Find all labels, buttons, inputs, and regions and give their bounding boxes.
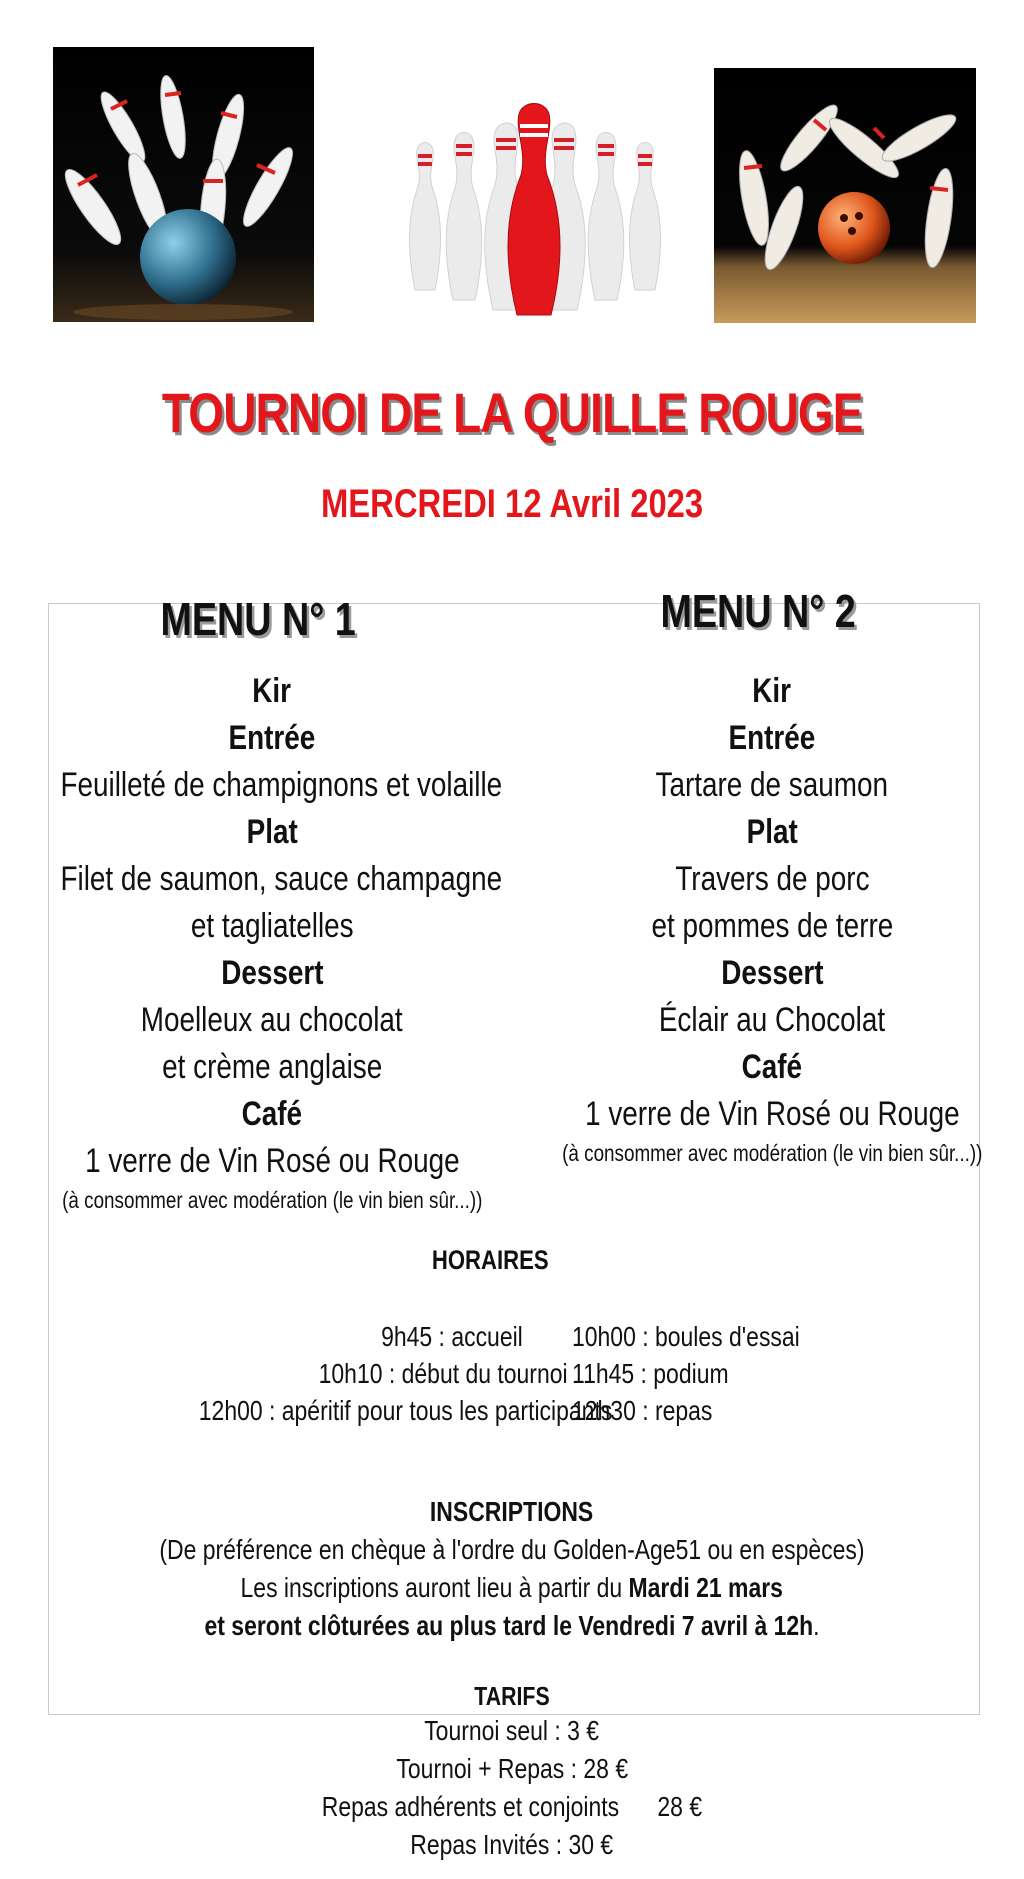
horaires-left [108, 1318, 613, 1429]
bowling-photo-center [385, 60, 685, 325]
horaire-row: 12h30 : repas [572, 1395, 713, 1426]
bowling-photo-right [714, 68, 976, 323]
horaire-row: 12h00 : apéritif pour tous les participants [198, 1395, 613, 1426]
menu-2-dessert-line1: Éclair au Chocolat [658, 1001, 886, 1039]
menu-1-title: MENU N° 1 [160, 593, 356, 645]
horaire-row: 9h45 : accueil [381, 1321, 523, 1352]
menu-1-kir: Kir [252, 672, 292, 710]
menu-2-dessert-label: Dessert [720, 954, 824, 992]
menu-2-wine: 1 verre de Vin Rosé ou Rouge [584, 1095, 960, 1133]
menu-2-entree-label: Entrée [728, 719, 816, 757]
inscriptions [0, 1493, 1024, 1645]
tarif-item: Repas adhérents et conjoints 28 € [321, 1791, 703, 1822]
inscriptions-title: INSCRIPTIONS [430, 1496, 594, 1527]
menu-2-cafe: Café [741, 1048, 803, 1086]
menu-2-note: (à consommer avec modération (le vin bien sûr...)) [561, 1140, 983, 1166]
menu-1-entree: Feuilleté de champignons et volaille [60, 766, 503, 804]
bowling-photo-left [53, 47, 314, 322]
menu-1-plat-line2: et tagliatelles [190, 907, 354, 945]
menu-2-title: MENU N° 2 [660, 585, 856, 637]
event-title: TOURNOI DE LA QUILLE ROUGE [161, 381, 863, 444]
tarif-item: Tournoi + Repas : 28 € [396, 1753, 628, 1784]
menu-1-dessert-line1: Moelleux au chocolat [141, 1001, 403, 1039]
menu-1-entree-label: Entrée [228, 719, 316, 757]
tarif-item: Tournoi seul : 3 € [424, 1715, 600, 1746]
inscriptions-line1: (De préférence en chèque à l'ordre du Golden-Age51 ou en espèces) [159, 1534, 865, 1565]
menu-1-dessert-line2: et crème anglaise [161, 1048, 383, 1086]
menu-2-plat-label: Plat [746, 813, 798, 851]
horaire-row: 10h10 : début du tournoi [319, 1358, 568, 1389]
menu-2-entree: Tartare de saumon [655, 766, 889, 804]
menu-2-plat-line2: et pommes de terre [651, 907, 893, 945]
horaires-title: HORAIRES [431, 1245, 549, 1275]
horaires-right [572, 1318, 892, 1429]
tarifs-title: TARIFS [474, 1681, 550, 1711]
menu-1 [12, 668, 532, 1215]
horaire-row: 11h45 : podium [572, 1358, 729, 1389]
inscriptions-line2: Les inscriptions auront lieu à partir du Mardi 21 mars [240, 1572, 784, 1603]
inscriptions-line3: et seront clôturées au plus tard le Vendredi 7 avril à 12h. [204, 1610, 820, 1641]
menu-1-plat-line1: Filet de saumon, sauce champagne [60, 860, 503, 898]
menu-1-note: (à consommer avec modération (le vin bien sûr...)) [61, 1187, 483, 1213]
menu-2 [512, 668, 1024, 1168]
menu-2-kir: Kir [752, 672, 792, 710]
tarifs [0, 1680, 1024, 1864]
menu-2-plat-line1: Travers de porc [674, 860, 870, 898]
tarif-item: Repas Invités : 30 € [410, 1829, 614, 1860]
horaire-row: 10h00 : boules d'essai [572, 1321, 800, 1352]
menu-1-cafe: Café [241, 1095, 303, 1133]
menu-1-wine: 1 verre de Vin Rosé ou Rouge [84, 1142, 460, 1180]
menu-1-dessert-label: Dessert [220, 954, 324, 992]
event-date: MERCREDI 12 Avril 2023 [320, 482, 704, 526]
menu-1-plat-label: Plat [246, 813, 298, 851]
